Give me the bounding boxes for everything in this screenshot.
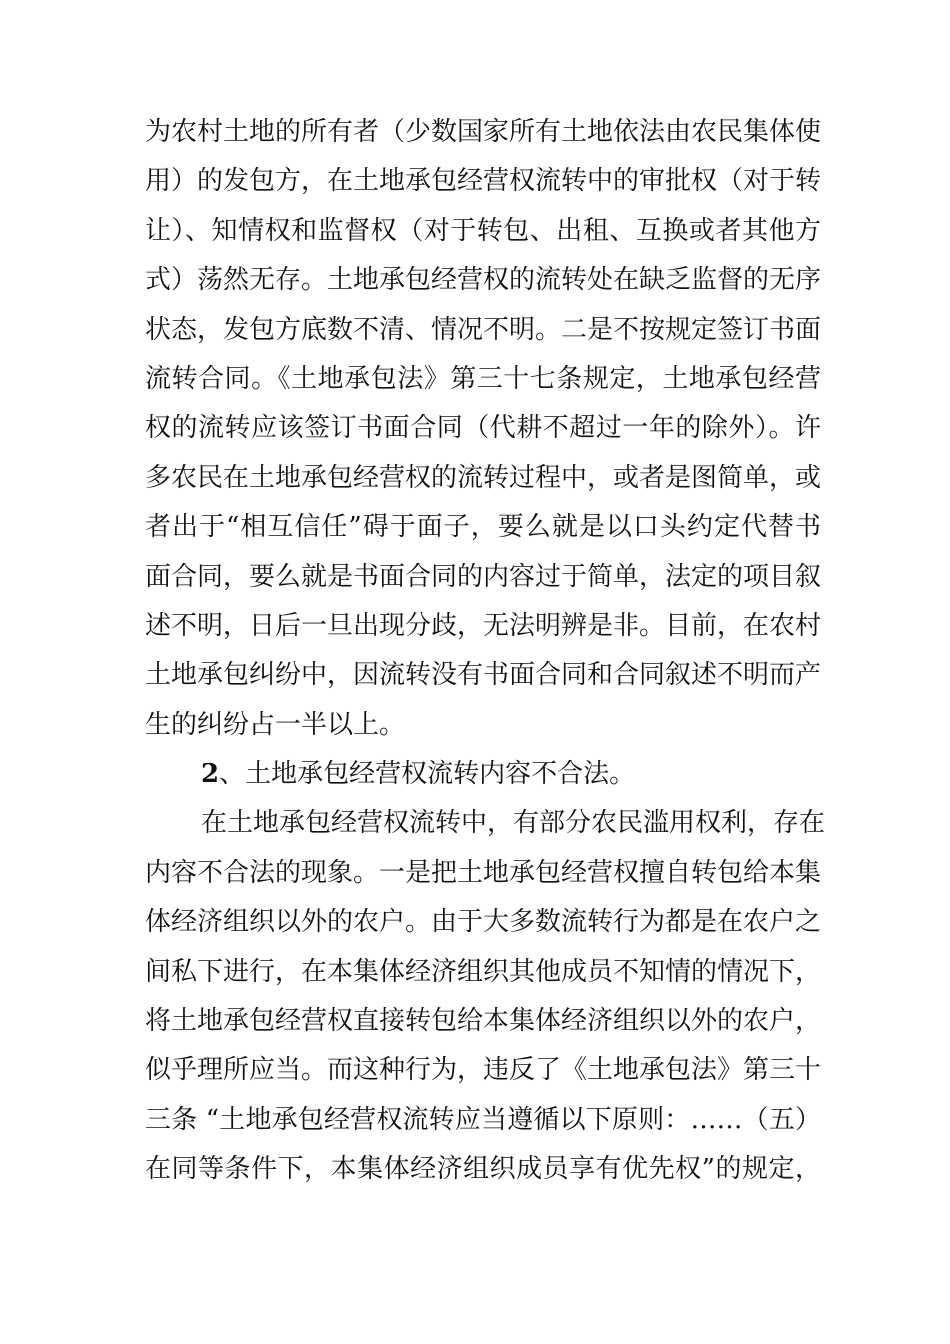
text-line: 土地承包纠纷中，因流转没有书面合同和合同叙述不明而产 (145, 660, 822, 691)
text-line: 权的流转应该签订书面合同（代耕不超过一年的除外）。许 (145, 413, 821, 444)
heading-number: 2 (201, 759, 220, 790)
text-line: 三条 “土地承包经营权流转应当遵循以下原则：……（五） (145, 1104, 821, 1135)
text-line: 生的纠纷占一半以上。 (145, 709, 406, 740)
text-line: 者出于“相互信任”碍于面子，要么就是以口头约定代替书 (145, 512, 821, 543)
paragraph-1 (145, 108, 821, 750)
text-line: 多农民在土地承包经营权的流转过程中，或者是图简单，或 (145, 462, 822, 493)
heading-text: 、土地承包经营权流转内容不合法。 (219, 759, 636, 790)
text-line: 让）、知情权和监督权（对于转包、出租、互换或者其他方 (145, 215, 821, 246)
text-line: 体经济组织以外的农户。由于大多数流转行为都是在农户之 (145, 907, 822, 938)
text-line: 用）的发包方，在土地承包经营权流转中的审批权（对于转 (145, 166, 822, 197)
text-line: 似乎理所应当。而这种行为，违反了《土地承包法》第三十 (145, 1055, 822, 1086)
text-line: 流转合同。《土地承包法》第三十七条规定，土地承包经营 (145, 363, 821, 394)
section-heading-2 (145, 750, 821, 799)
text-line: 为农村土地的所有者（少数国家所有土地依法由农民集体使 (145, 117, 822, 147)
text-line: 将土地承包经营权直接转包给本集体经济组织以外的农户， (145, 1006, 822, 1037)
document-body (145, 108, 826, 1195)
text-line: 述不明，日后一旦出现分歧，无法明辨是非。目前，在农村 (145, 610, 822, 641)
text-line: 间私下进行，在本集体经济组织其他成员不知情的情况下， (145, 956, 822, 987)
text-line: 式）荡然无存。土地承包经营权的流转处在缺乏监督的无序 (145, 265, 822, 296)
text-line: 面合同，要么就是书面合同的内容过于简单，法定的项目叙 (145, 561, 822, 592)
text-line: 状态，发包方底数不清、情况不明。二是不按规定签订书面 (145, 314, 822, 345)
text-line: 在同等条件下，本集体经济组织成员享有优先权”的规定， (145, 1154, 821, 1185)
paragraph-2 (145, 799, 826, 1194)
text-line: 在土地承包经营权流转中，有部分农民滥用权利，存在 (201, 808, 826, 839)
text-line: 内容不合法的现象。一是把土地承包经营权擅自转包给本集 (145, 857, 822, 888)
